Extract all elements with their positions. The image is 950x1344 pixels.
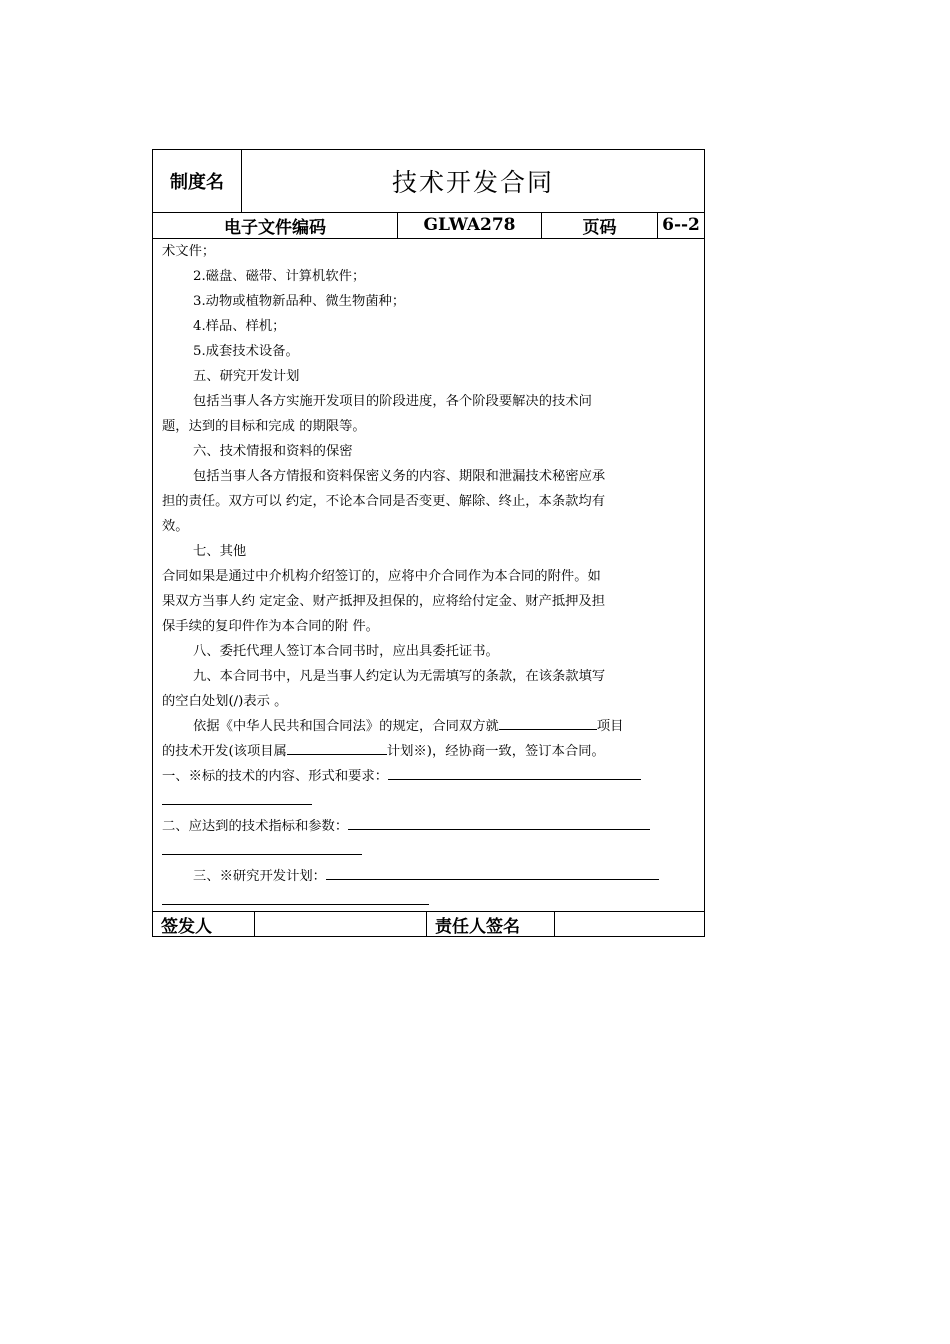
- section-heading: 二、应达到的技术指标和参数：: [162, 819, 349, 834]
- body-line: 包括当事人各方情报和资料保密义务的内容、期限和泄漏技术秘密应承: [193, 469, 606, 484]
- body-line: 5.成套技术设备。: [193, 344, 299, 359]
- body-line: 4.样品、样机；: [193, 319, 286, 334]
- body-line: 八、委托代理人签订本合同书时，应出具委托证书。: [193, 644, 499, 659]
- blank-line[interactable]: [388, 764, 641, 780]
- blank-line[interactable]: [326, 864, 659, 880]
- body-text: 依据《中华人民共和国合同法》的规定，合同双方就: [193, 719, 499, 734]
- responsible-signature-label: 责任人签名: [427, 912, 555, 937]
- blank-line[interactable]: [499, 714, 597, 730]
- document-title: 技术开发合同: [391, 168, 554, 197]
- body-line: [162, 739, 698, 764]
- body-text: 项目: [596, 719, 624, 734]
- meta-row: [153, 212, 704, 239]
- header-row: [153, 150, 704, 213]
- signer-label: 签发人: [153, 912, 255, 937]
- section-heading: 三、※研究开发计划：: [193, 869, 326, 884]
- contract-body: [162, 239, 698, 914]
- body-line: [162, 814, 698, 839]
- section-heading: 一、※标的技术的内容、形式和要求：: [162, 769, 389, 784]
- body-line: 2.磁盘、磁带、计算机软件；: [193, 269, 366, 284]
- body-line: 效。: [162, 519, 189, 534]
- document-table: [152, 149, 705, 937]
- body-line: 3.动物或植物新品种、微生物菌种；: [193, 294, 406, 309]
- page-number: 6--2: [662, 215, 700, 235]
- body-line: 题，达到的目标和完成 的期限等。: [162, 419, 366, 434]
- blank-line[interactable]: [287, 739, 387, 755]
- section-heading: 五、研究开发计划: [193, 369, 300, 384]
- body-line: 果双方当事人约 定定金、财产抵押及担保的，应将给付定金、财产抵押及担: [162, 594, 606, 609]
- responsible-signature-field[interactable]: [555, 912, 704, 937]
- body-line: 九、本合同书中，凡是当事人约定认为无需填写的条款，在该条款填写: [193, 669, 606, 684]
- signature-row: [153, 911, 704, 937]
- body-text: 的技术开发(该项目属: [162, 744, 287, 759]
- body-line: [162, 864, 698, 889]
- blank-line[interactable]: [162, 789, 312, 805]
- body-line: 保手续的复印件作为本合同的附 件。: [162, 619, 379, 634]
- body-text: 计划※)，经协商一致，签订本合同。: [386, 744, 605, 759]
- body-line: 担的责任。双方可以 约定，不论本合同是否变更、解除、终止，本条款均有: [162, 494, 606, 509]
- body-line: [162, 764, 698, 789]
- blank-line[interactable]: [162, 889, 429, 905]
- file-code-value: GLWA278: [398, 212, 542, 238]
- body-line: [162, 714, 698, 739]
- body-line: 合同如果是通过中介机构介绍签订的，应将中介合同作为本合同的附件。如: [162, 569, 601, 584]
- body-line: [162, 789, 698, 814]
- body-line: [162, 839, 698, 864]
- file-code-label: 电子文件编码: [153, 212, 398, 238]
- section-heading: 七、其他: [193, 544, 247, 559]
- page-label: 页码: [542, 212, 658, 238]
- section-heading: 六、技术情报和资料的保密: [193, 444, 353, 459]
- blank-line[interactable]: [348, 814, 650, 830]
- body-line: 术文件；: [162, 244, 216, 259]
- body-line: 的空白处划(/)表示 。: [162, 694, 288, 709]
- blank-line[interactable]: [162, 839, 362, 855]
- policy-name-label: 制度名: [153, 150, 242, 212]
- signer-field[interactable]: [255, 912, 427, 937]
- body-line: 包括当事人各方实施开发项目的阶段进度，各个阶段要解决的技术问: [193, 394, 592, 409]
